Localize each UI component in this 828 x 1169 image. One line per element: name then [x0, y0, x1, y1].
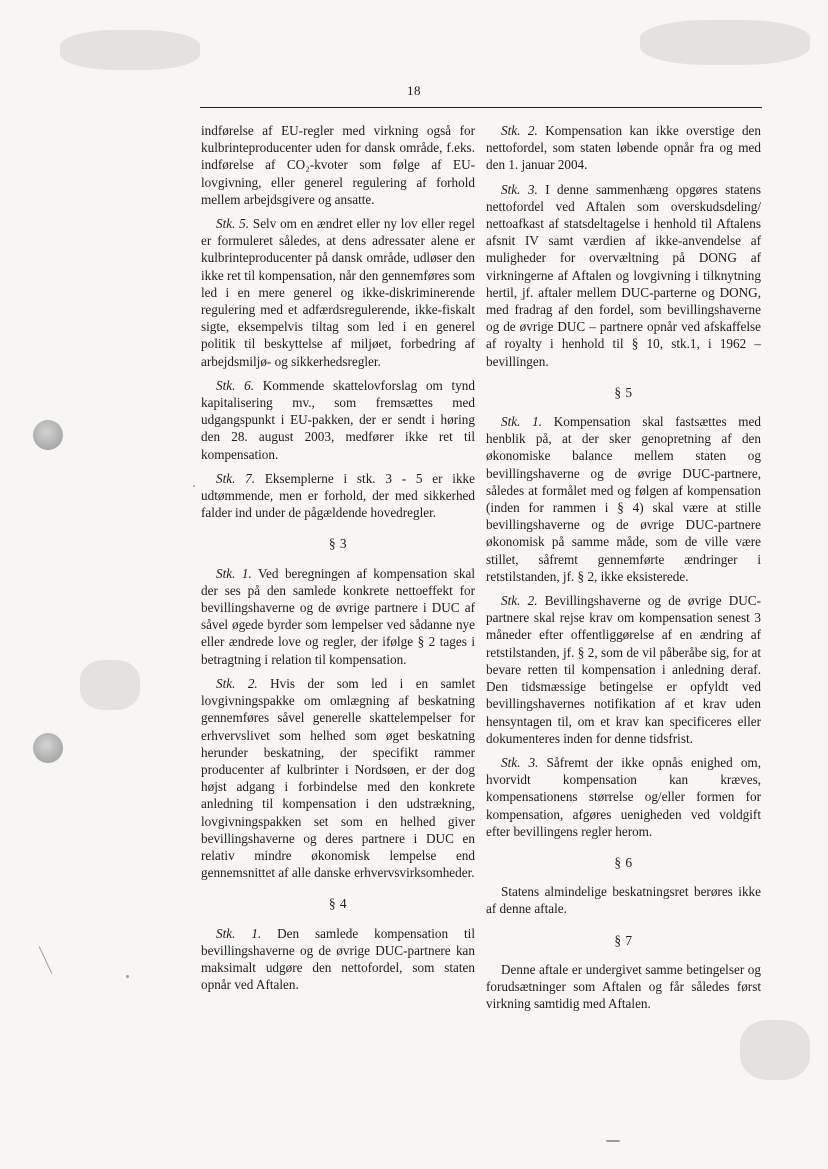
section-4-stk-1: [201, 925, 475, 994]
section-5-heading: § 5: [614, 384, 633, 400]
punch-hole-top: [33, 420, 63, 450]
scan-smudge: [60, 30, 200, 70]
page-number: 18: [407, 83, 421, 98]
scan-smudge: [740, 1020, 810, 1080]
section-4-stk-2: [486, 122, 761, 174]
scan-speck: [39, 946, 53, 974]
section-4-stk-3: [486, 181, 761, 370]
scan-smudge: [640, 20, 810, 65]
stk-label: Stk. 3.: [501, 181, 538, 197]
stk-text: Eksemplerne i stk. 3 - 5 er ikke udtømmende, men er forhold, der med sikkerhed falder ind under de pågældende hovedregler.: [201, 470, 475, 521]
stk-text: Ved beregningen af kompensation skal der ses på den samlede konkrete nettoeffekt for bevillingshaverne og de øvrige partnere i DUC af såvel øgede byrder som lempelser ved sådanne nye eller ændrede love og regler, der ifølge § 2 tages i betragtning i relation til kompensation.: [201, 565, 475, 667]
stk-text: Den samlede kompensation til bevillingshaverne og de øvrige DUC-partnere kan maksimalt udgøre den nettofordel, som staten opnår ved Aftalen.: [201, 925, 475, 993]
punch-hole-bottom: [33, 733, 63, 763]
section-5-stk-1: [486, 413, 761, 585]
stk-label: Stk. 7.: [216, 470, 256, 486]
stk-text: Hvis der som led i en samlet lovgivningspakke om omlægning af beskatning gennemføres såvel generelle skattelempelser for erhvervslivet som helhed som øget beskatning herunder beskatning, der specifikt rammer producenter af kulbrinter i Nordsøen, er der dog højst adgang i forbindelse med den konkrete anledning til kompensation i den udstrækning, lovgivningspakken set som en helhed giver bevillingshaverne og deres partnere i DUC en relativ mindre økonomisk lempelse end gennemsnittet af alle danske erhvervsvirksomheder.: [201, 675, 475, 881]
section-6-text: Statens almindelige beskatningsret berøres ikke af denne aftale.: [486, 884, 761, 917]
scan-smudge: [80, 660, 140, 710]
stk-text: Kompensation kan ikke overstige den nettofordel, som staten løbende opnår fra og med den 1. januar 2004.: [486, 123, 761, 173]
stk-label: Stk. 2.: [501, 593, 538, 609]
header-rule: [200, 107, 762, 108]
stk-text: I denne sammenhæng opgøres statens nettofordel ved Aftalen som overskudsdeling/ nettoafkast af statsdeltagelse i henhold til Aftalens afsnit IV samt værdien af ikke-anvendelse af muligheder for overvæltning på DONG af virkningerne af Aftalen og lovgivning i tilknytning hertil, jf. aftaler mellem DUC-parterne og DONG, med fradrag af den fordel, som bevillingshaverne og de øvrige DUC – partnere opnår ved afskaffelse af royalty i henhold til § 10, stk.1, i 1962 – bevillingen.: [486, 181, 761, 369]
stk-label: Stk. 3.: [501, 754, 539, 770]
section-3-heading: § 3: [328, 536, 348, 552]
section-5-stk-2: [486, 592, 761, 747]
stk-text: Bevillingshaverne og de øvrige DUC-partnere skal rejse krav om kompensation senest 3 måneder efter offentliggørelse af en ændring af retstilstanden, jf. § 2, som de vil påberåbe sig, for at bevare retten til kompensation i anledning deraf. Den tidsmæssige betingelse er opfyldt ved bevillingshavernes notifikation af et krav uden hensyntagen til, om et krav kan specificeres eller dokumenteres inden for denne tidsfrist.: [486, 593, 761, 746]
stk-label: Stk. 6.: [216, 377, 255, 393]
section-5-stk-3: [486, 754, 761, 840]
stk-label: Stk. 1.: [501, 414, 543, 430]
stk-text: Kompensation skal fastsættes med henblik på, at der sker genopretning af den økonomiske balance mellem staten og bevillingshaverne og de øvrige DUC-partnere, således at formålet med og følgen af kompensation (inden for rammen i § 4) skal være at stille bevillingshaverne og de øvrige DUC-partnere økonomisk på samme måde, som de ville være stillet, såfremt gennemførte ændringer i retstilstanden, jf. § 2, ikke eksisterede.: [486, 414, 761, 584]
right-column: [486, 122, 761, 1019]
stk-label: Stk. 2.: [501, 123, 538, 138]
stk-label: Stk. 2.: [216, 675, 258, 691]
section-7-heading: § 7: [614, 932, 633, 948]
scan-speck: [193, 485, 195, 487]
paragraph: indførelse af EU-regler med virkning også for kulbrinteproducenter uden for dansk område, f.eks. indførelse af CO₂-kvoter som følge af EU-lovgivning, eller generel regulering af forhold mellem arbejdsgivere og ansatte.: [201, 123, 475, 207]
section-3-stk-1: [201, 565, 475, 668]
section-3-stk-2: [201, 675, 475, 881]
section-4-heading: § 4: [328, 896, 348, 912]
stk-label: Stk. 1.: [216, 565, 252, 581]
section-6-heading: § 6: [614, 854, 633, 870]
stk-text: Såfremt der ikke opnås enighed om, hvorvidt kompensation kan kræves, kompensationens størrelse og/eller formen for kompensation, afgøres uenigheden ved voldgift efter bevillingens regler herom.: [486, 754, 761, 839]
stk-text: Kommende skattelovforslag om tynd kapitalisering mv., som fremsættes med udgangspunkt i EU-pakken, der er sendt i høring den 28. august 2003, medfører ikke ret til kompensation.: [201, 377, 475, 462]
stk-6-paragraph: [201, 377, 475, 463]
left-column: [201, 122, 475, 1000]
scan-speck: [606, 1140, 620, 1142]
stk-7-paragraph: [201, 470, 475, 522]
stk-label: Stk. 1.: [216, 925, 262, 941]
stk-text: Selv om en ændret eller ny lov eller regel er formuleret således, at dens adressater alene er kulbrinteproducenter på dansk område, udløser den ikke ret til kompensation, når den gennemføres som led i en mere generel og ikke-diskriminerende regulering med et adfærdsregulerende, ikke-fiskalt sigte, eksempelvis tiltag som led i en generel politik til beskyttelse af miljøet, forbedring af arbejdsmiljø- og sikkerhedsregler.: [201, 216, 475, 369]
stk-label: Stk. 5.: [216, 216, 250, 232]
stk-5-paragraph: [201, 215, 475, 370]
section-7-text: Denne aftale er undergivet samme betingelser og forudsætninger som Aftalen og får således først virkning samtidig med Aftalen.: [486, 961, 761, 1012]
scan-speck: [126, 975, 129, 978]
